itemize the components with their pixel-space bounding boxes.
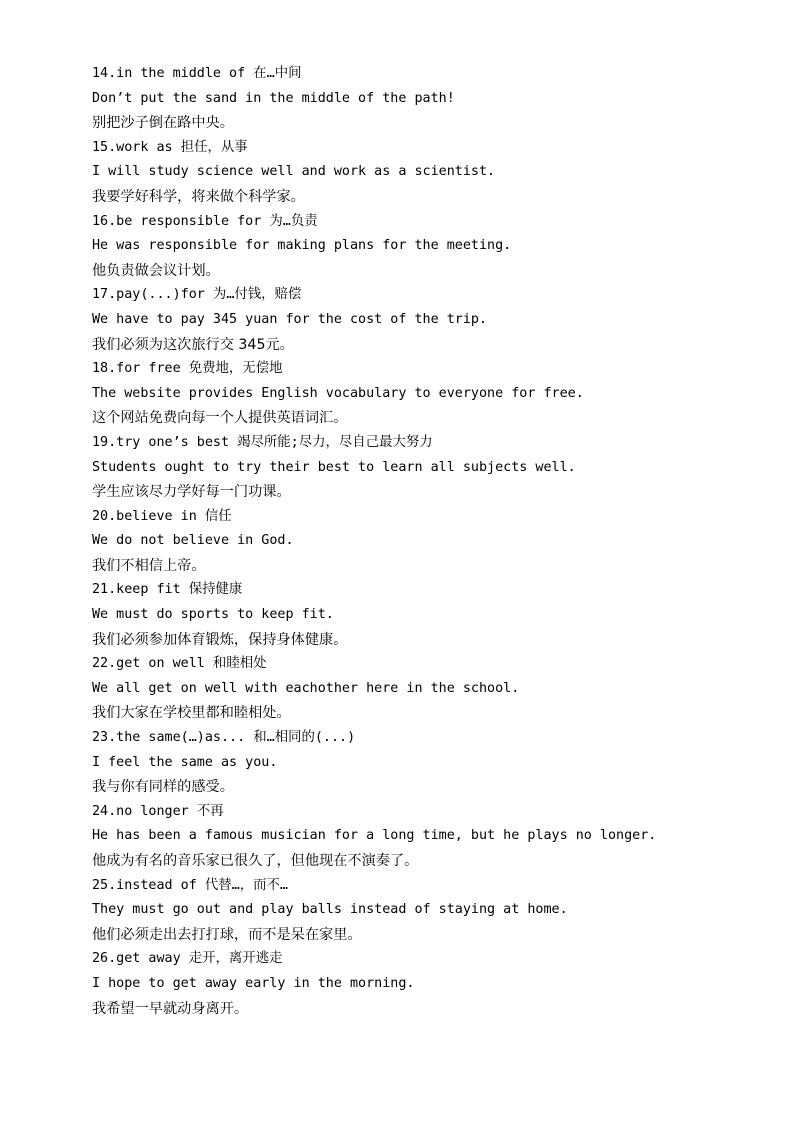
example-sentence: Students ought to try their best to learn all subjects well. — [92, 459, 576, 475]
phrase-heading: 15.work as 担任，从事 — [92, 139, 248, 155]
chinese-translation: 他负责做会议计划。 — [92, 262, 220, 279]
phrase-heading: 22.get on well 和睦相处 — [92, 656, 267, 672]
phrase-heading: 16.be responsible for 为…负责 — [92, 213, 318, 229]
chinese-translation: 我们大家在学校里都和睦相处。 — [92, 705, 291, 722]
example-sentence: They must go out and play balls instead of staying at home. — [92, 902, 568, 918]
phrase-entry — [92, 578, 732, 652]
example-sentence: I feel the same as you. — [92, 754, 278, 770]
phrase-heading: 21.keep fit 保持健康 — [92, 582, 243, 598]
chinese-translation: 他成为有名的音乐家已很久了，但他现在不演奏了。 — [92, 853, 419, 869]
phrase-entry — [92, 652, 732, 726]
example-sentence: We do not believe in God. — [92, 533, 294, 549]
example-sentence: He was responsible for making plans for the meeting. — [92, 238, 512, 254]
phrase-heading: 18.for free 免费地，无偿地 — [92, 361, 283, 377]
example-sentence: We must do sports to keep fit. — [92, 607, 334, 623]
chinese-translation: 我们必须参加体育锻炼，保持身体健康。 — [92, 631, 348, 648]
phrase-entry — [92, 210, 732, 284]
phrase-heading: 25.instead of 代替…，而不… — [92, 877, 288, 893]
example-sentence: He has been a famous musician for a long time, but he plays no longer. — [92, 828, 657, 844]
phrase-entry — [92, 726, 732, 800]
example-sentence: Don’t put the sand in the middle of the path! — [92, 90, 455, 106]
chinese-translation: 别把沙子倒在路中央。 — [92, 115, 234, 132]
chinese-translation: 他们必须走出去打打球，而不是呆在家里。 — [92, 926, 362, 943]
chinese-translation: 我们必须为这次旅行交 345元。 — [92, 336, 294, 353]
phrase-entry — [92, 431, 732, 505]
phrase-heading: 26.get away 走开，离开逃走 — [92, 951, 283, 967]
document-page — [92, 62, 732, 1021]
chinese-translation: 这个网站免费向每一个人提供英语词汇。 — [92, 410, 348, 427]
chinese-translation: 我们不相信上帝。 — [92, 557, 206, 574]
chinese-translation: 学生应该尽力学好每一门功课。 — [92, 484, 291, 501]
phrase-heading: 19.try one’s best 竭尽所能;尽力，尽自己最大努力 — [92, 434, 433, 450]
phrase-entry — [92, 136, 732, 210]
example-sentence: We have to pay 345 yuan for the cost of the trip. — [92, 311, 488, 327]
phrase-heading: 23.the same(…)as... 和…相同的(...) — [92, 730, 356, 746]
phrase-entry — [92, 283, 732, 357]
phrase-entry — [92, 874, 732, 948]
chinese-translation: 我要学好科学，将来做个科学家。 — [92, 188, 305, 205]
phrase-entry — [92, 947, 732, 1021]
phrase-heading: 14.in the middle of 在…中间 — [92, 66, 302, 81]
phrase-heading: 20.believe in 信任 — [92, 508, 232, 524]
phrase-heading: 24.no longer 不再 — [92, 803, 224, 819]
example-sentence: I will study science well and work as a scientist. — [92, 164, 496, 180]
chinese-translation: 我希望一早就动身离开。 — [92, 1000, 249, 1017]
phrase-heading: 17.pay(...)for 为…付钱，赔偿 — [92, 287, 302, 303]
phrase-entry — [92, 357, 732, 431]
example-sentence: I hope to get away early in the morning. — [92, 975, 415, 991]
example-sentence: The website provides English vocabulary to everyone for free. — [92, 385, 584, 401]
example-sentence: We all get on well with eachother here in the school. — [92, 680, 520, 696]
chinese-translation: 我与你有同样的感受。 — [92, 779, 234, 796]
phrase-entry — [92, 800, 732, 874]
phrase-entry — [92, 62, 732, 136]
phrase-entry — [92, 505, 732, 579]
